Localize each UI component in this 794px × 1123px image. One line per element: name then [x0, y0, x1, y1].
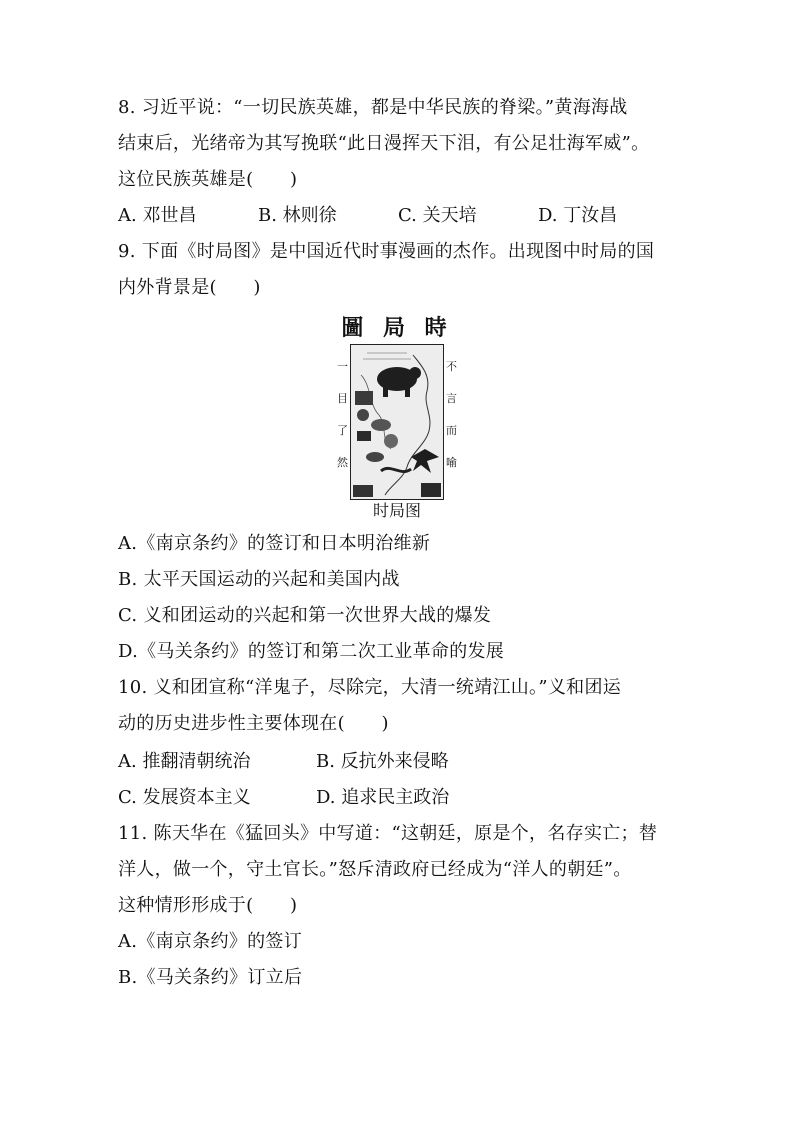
- q8-line-1: 8. 习近平说：“一切民族英雄，都是中华民族的脊梁。”黄海海战: [118, 97, 628, 118]
- q11-option-a: A.《南京条约》的签订: [118, 931, 303, 952]
- figure-right-char-3: 而: [446, 424, 457, 437]
- figure-left-char-1: 一: [337, 360, 348, 373]
- q10-option-b: B. 反抗外来侵略: [316, 751, 449, 772]
- figure-left-char-3: 了: [337, 424, 348, 437]
- figure-right-char-2: 言: [446, 392, 457, 405]
- q9-option-a: A.《南京条约》的签订和日本明治维新: [118, 533, 431, 554]
- q10-line-2: 动的历史进步性主要体现在( ): [118, 713, 389, 734]
- q8-option-c: C. 关天培: [398, 205, 477, 226]
- q9-option-b: B. 太平天国运动的兴起和美国内战: [118, 569, 400, 590]
- q8-line-3: 这位民族英雄是( ): [118, 169, 298, 190]
- figure-left-char-2: 目: [337, 392, 348, 405]
- q9-line-2: 内外背景是( ): [118, 277, 261, 298]
- q8-option-b: B. 林则徐: [258, 205, 337, 226]
- figure-left-char-4: 然: [337, 456, 348, 469]
- q9-option-d: D.《马关条约》的签订和第二次工业革命的发展: [118, 641, 505, 662]
- q8-option-a: A. 邓世昌: [118, 205, 197, 226]
- q8-option-d: D. 丁汝昌: [538, 205, 618, 226]
- q8-line-2: 结束后，光绪帝为其写挽联“此日漫挥天下泪，有公足壮海军威”。: [118, 133, 650, 154]
- q10-option-d: D. 追求民主政治: [316, 787, 450, 808]
- q10-option-a: A. 推翻清朝统治: [118, 751, 251, 772]
- q10-line-1: 10. 义和团宣称“洋鬼子，尽除完，大清一统靖江山。”义和团运: [118, 677, 622, 698]
- q11-line-1: 11. 陈天华在《猛回头》中写道：“这朝廷，原是个，名存实亡；替: [118, 823, 658, 844]
- shijutu-figure: [336, 314, 458, 500]
- figure-right-char-4: 喻: [446, 456, 457, 469]
- cartoon-map-illustration: [351, 345, 443, 499]
- q9-option-c: C. 义和团运动的兴起和第一次世界大战的爆发: [118, 605, 492, 626]
- figure-caption: 时局图: [372, 501, 421, 520]
- q10-option-c: C. 发展资本主义: [118, 787, 251, 808]
- figure-right-char-1: 不: [446, 360, 457, 373]
- cartoon-map-image: [350, 344, 444, 500]
- q11-line-2: 洋人，做一个，守土官长。”怒斥清政府已经成为“洋人的朝廷”。: [118, 859, 632, 880]
- figure-title: 圖 局 時: [341, 315, 453, 341]
- q9-line-1: 9. 下面《时局图》是中国近代时事漫画的杰作。出现图中时局的国: [118, 241, 655, 262]
- q11-option-b: B.《马关条约》订立后: [118, 967, 303, 988]
- q11-line-3: 这种情形形成于( ): [118, 895, 298, 916]
